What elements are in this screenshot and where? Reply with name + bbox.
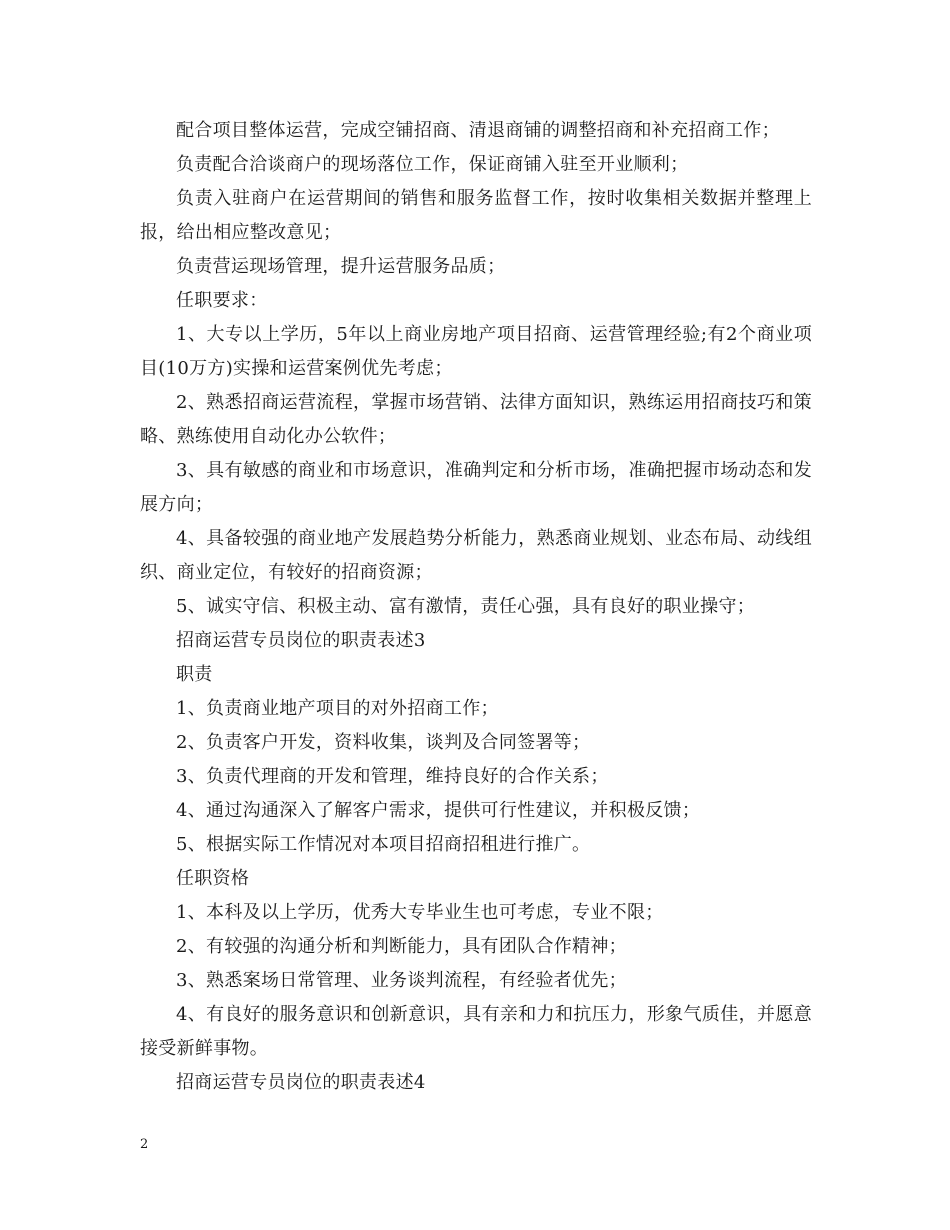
- heading-duties: 职责: [176, 664, 213, 685]
- paragraph-requirement-3: 3、具有敏感的商业和市场意识，准确判定和分析市场，准确把握市场动态和发展方向；: [140, 460, 812, 515]
- heading-qualifications: 任职资格: [176, 868, 250, 889]
- paragraph-qualification-2: 2、有较强的沟通分析和判断能力，具有团队合作精神；: [176, 936, 627, 957]
- paragraph-duty-tenant-placement: 负责配合洽谈商户的现场落位工作，保证商铺入驻至开业顺利；: [176, 154, 689, 175]
- section-title-4: 招商运营专员岗位的职责表述4: [176, 1072, 426, 1093]
- page-number: 2: [140, 1137, 149, 1152]
- document-body: [140, 114, 812, 1100]
- paragraph-qualification-4: 4、有良好的服务意识和创新意识，具有亲和力和抗压力，形象气质佳，并愿意接受新鲜事物。: [140, 1004, 812, 1059]
- section-title-3: 招商运营专员岗位的职责表述3: [176, 630, 426, 651]
- paragraph-requirement-4: 4、具备较强的商业地产发展趋势分析能力，熟悉商业规划、业态布局、动线组织、商业定位，有较好的招商资源；: [140, 528, 812, 583]
- heading-requirements: 任职要求：: [176, 290, 268, 311]
- paragraph-requirement-5: 5、诚实守信、积极主动、富有激情，责任心强，具有良好的职业操守；: [176, 596, 756, 617]
- paragraph-qualification-1: 1、本科及以上学历，优秀大专毕业生也可考虑，专业不限；: [176, 902, 664, 923]
- paragraph-duty-item-2: 2、负责客户开发，资料收集，谈判及合同签署等；: [176, 732, 591, 753]
- paragraph-duty-item-1: 1、负责商业地产项目的对外招商工作；: [176, 698, 499, 719]
- paragraph-requirement-1: 1、大专以上学历，5年以上商业房地产项目招商、运营管理经验;有2个商业项目(10万方)实操和运营案例优先考虑；: [140, 324, 812, 379]
- paragraph-duty-item-3: 3、负责代理商的开发和管理，维持良好的合作关系；: [176, 766, 609, 787]
- paragraph-duty-item-5: 5、根据实际工作情况对本项目招商招租进行推广。: [176, 834, 591, 855]
- paragraph-duty-vacant-shop-leasing: 配合项目整体运营，完成空铺招商、清退商铺的调整招商和补充招商工作；: [176, 120, 780, 141]
- paragraph-qualification-3: 3、熟悉案场日常管理、业务谈判流程，有经验者优先；: [176, 970, 627, 991]
- paragraph-duty-item-4: 4、通过沟通深入了解客户需求，提供可行性建议，并积极反馈；: [176, 800, 701, 821]
- paragraph-duty-site-management: 负责营运现场管理，提升运营服务品质；: [176, 256, 506, 277]
- paragraph-requirement-2: 2、熟悉招商运营流程，掌握市场营销、法律方面知识，熟练运用招商技巧和策略、熟练使用自动化办公软件；: [140, 392, 812, 447]
- paragraph-duty-tenant-supervision: 负责入驻商户在运营期间的销售和服务监督工作，按时收集相关数据并整理上报，给出相应整改意见；: [140, 188, 812, 243]
